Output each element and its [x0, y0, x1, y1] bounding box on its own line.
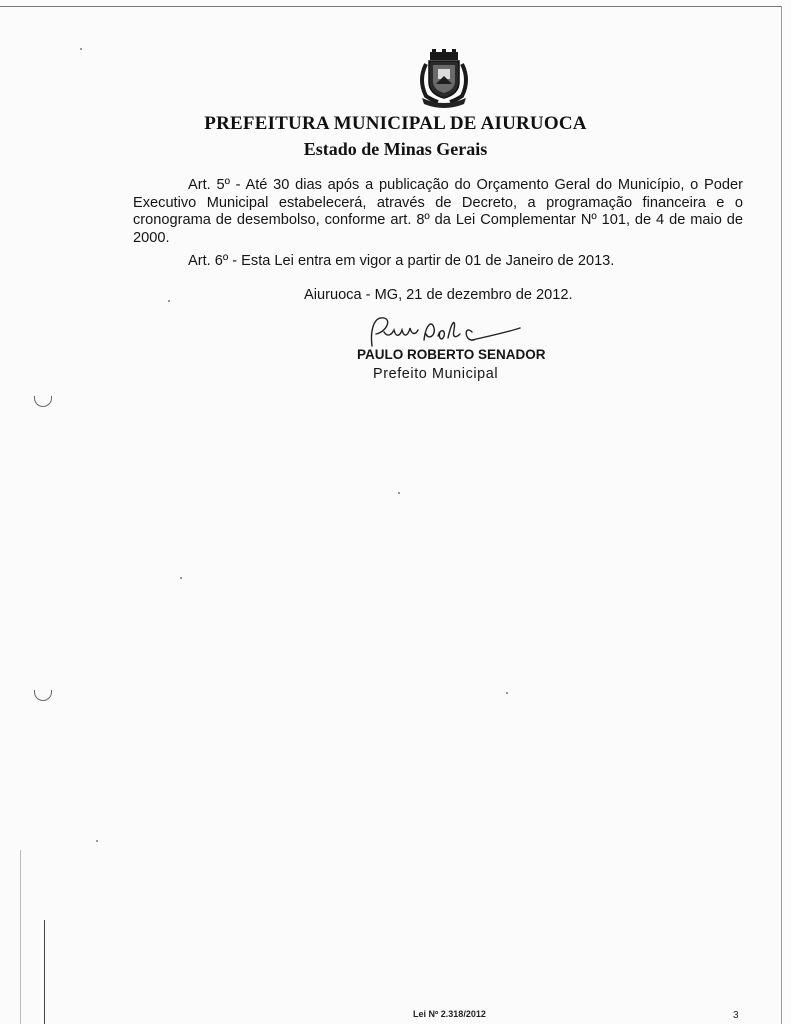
- punch-hole-mark-icon: [34, 690, 52, 701]
- signer-role: Prefeito Municipal: [373, 366, 499, 382]
- scan-speck: [180, 577, 182, 579]
- scan-speck: [168, 300, 170, 302]
- scan-speck: [80, 48, 82, 50]
- scan-edge-left-faint: [20, 850, 21, 1024]
- date-line: Aiuruoca - MG, 21 de dezembro de 2012.: [304, 287, 573, 303]
- article-6-paragraph: Art. 6º - Esta Lei entra em vigor a partir de 01 de Janeiro de 2013.: [188, 253, 615, 269]
- scan-speck: [506, 692, 508, 694]
- scan-edge-left: [44, 920, 45, 1024]
- page-subtitle: Estado de Minas Gerais: [303, 139, 488, 159]
- punch-hole-mark-icon: [34, 396, 52, 407]
- footer-law-number: Lei Nº 2.318/2012: [413, 1009, 486, 1019]
- footer-page-number: 3: [733, 1010, 739, 1021]
- page-title: PREFEITURA MUNICIPAL DE AIURUOCA: [204, 113, 587, 134]
- article-5-paragraph: Art. 5º - Até 30 dias após a publicação do Orçamento Geral do Município, o Poder Executivo Municipal estabelecerá, através de Decreto, a programação financeira e o cronograma de desembolso, conforme art. 8º da Lei Complementar Nº 101, de 4 de maio de 2000.: [133, 177, 743, 246]
- municipal-coat-of-arms-icon: [412, 48, 476, 108]
- signer-name: PAULO ROBERTO SENADOR: [357, 347, 546, 362]
- scan-speck: [96, 840, 98, 842]
- scan-speck: [398, 492, 400, 494]
- scan-edge-top: [0, 6, 782, 7]
